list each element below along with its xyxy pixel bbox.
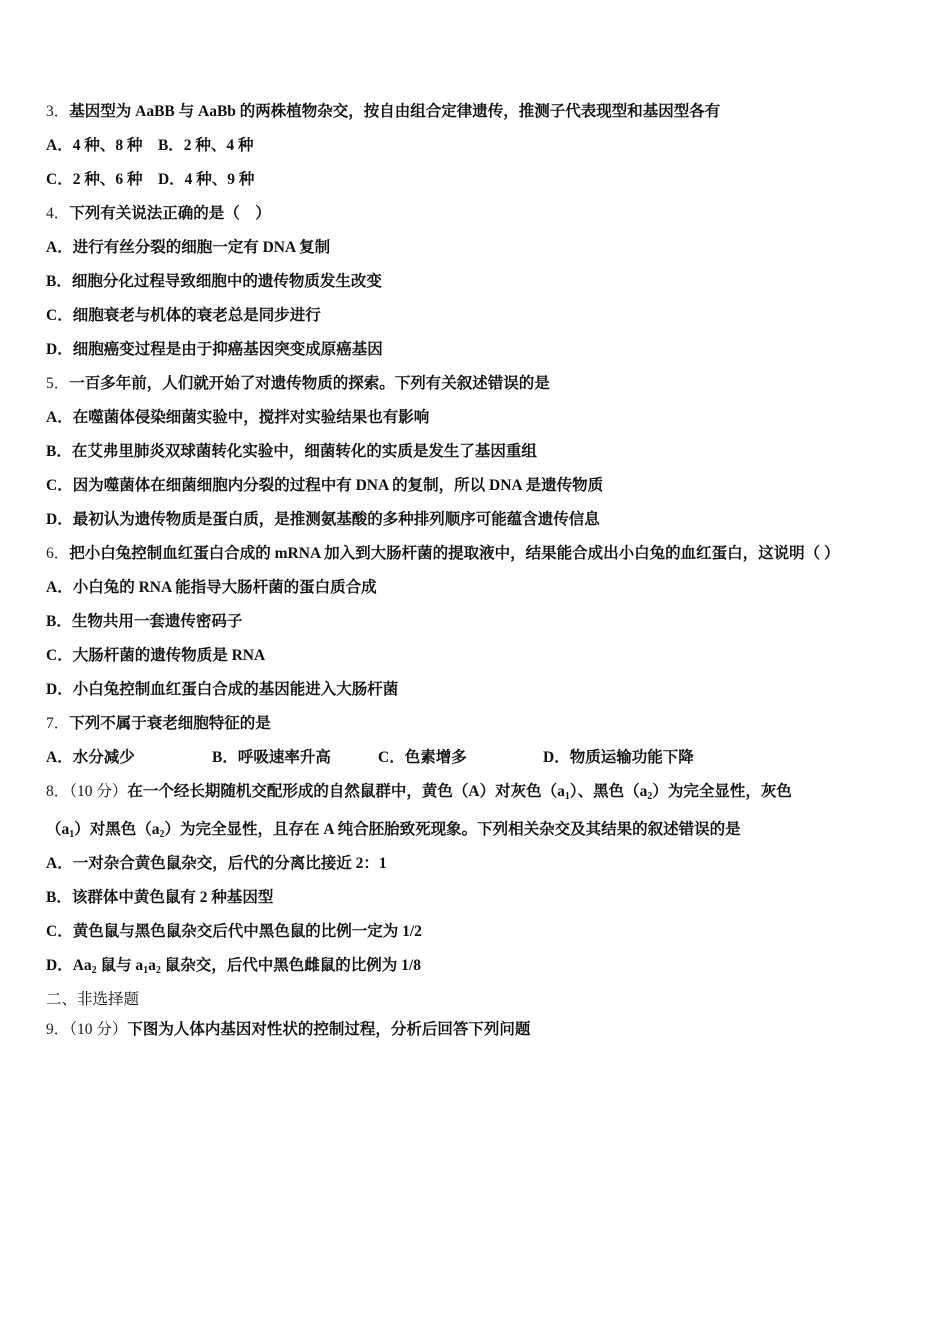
option-b: B．细胞分化过程导致细胞中的遗传物质发生改变 — [46, 273, 382, 290]
question-3-stem — [46, 98, 916, 132]
question-text: 下列有关说法正确的是（ ） — [69, 205, 271, 222]
option-a: A．一对杂合黄色鼠杂交，后代的分离比接近 2：1 — [46, 855, 387, 872]
option-b: B．2 种、4 种 — [157, 137, 254, 154]
option-c: C．2 种、6 种 — [46, 171, 143, 188]
option-b: B．生物共用一套遗传密码子 — [46, 613, 243, 630]
option-a: A．水分减少 — [46, 749, 135, 766]
option-a: A．在噬菌体侵染细菌实验中，搅拌对实验结果也有影响 — [46, 409, 430, 426]
option-a: A．小白兔的 RNA 能指导大肠杆菌的蛋白质合成 — [46, 579, 377, 596]
question-number: 5． — [46, 375, 70, 392]
option-d: D．小白兔控制血红蛋白合成的基因能进入大肠杆菌 — [46, 681, 399, 698]
question-number: 4． — [46, 205, 70, 222]
option-a: A．4 种、8 种 — [46, 137, 143, 154]
option-c: C．大肠杆菌的遗传物质是 RNA — [46, 647, 266, 664]
option-d: D．物质运输功能下降 — [543, 749, 694, 766]
option-d: D．4 种、9 种 — [157, 171, 255, 188]
question-7-stem — [46, 710, 916, 744]
option-b: B．呼吸速率升高 — [212, 749, 331, 766]
option-b: B．在艾弗里肺炎双球菌转化实验中，细菌转化的实质是发生了基因重组 — [46, 443, 537, 460]
question-number: 6． — [46, 545, 70, 562]
question-5-stem — [46, 370, 916, 404]
question-3-options-row-1 — [46, 132, 916, 166]
option-c: C．黄色鼠与黑色鼠杂交后代中黑色鼠的比例一定为 1/2 — [46, 923, 422, 940]
question-text: 一百多年前，人们就开始了对遗传物质的探索。下列有关叙述错误的是 — [69, 375, 550, 392]
question-number: 8． — [46, 783, 70, 800]
question-text: 下列不属于衰老细胞特征的是 — [69, 715, 271, 732]
section-title: 二、非选择题 — [46, 991, 140, 1008]
question-6-stem — [46, 540, 916, 574]
question-8-stem — [46, 778, 916, 816]
question-text: $(a_1)$对黑色$(a_2)$为完全显性，且存在 A 纯合胚胎致死现象。下列相关杂交及其结果的叙述错误的是 — [46, 821, 741, 840]
exam-page — [46, 98, 916, 1050]
option-c: C．因为噬菌体在细菌细胞内分裂的过程中有 DNA 的复制，所以 DNA 是遗传物质 — [46, 477, 604, 494]
option-d: D．细胞癌变过程是由于抑癌基因突变成原癌基因 — [46, 341, 383, 358]
option-b: B．该群体中黄色鼠有 2 种基因型 — [46, 889, 274, 906]
question-8-stem-continued — [46, 816, 916, 850]
question-4-stem — [46, 200, 916, 234]
option-c: C．细胞衰老与机体的衰老总是同步进行 — [46, 307, 321, 324]
option-a: A．进行有丝分裂的细胞一定有 DNA 复制 — [46, 239, 331, 256]
option-d: D．$Aa_2$ 鼠与 $a_1a_2$ 鼠杂交，后代中黑色雌鼠的比例为 1/8 — [46, 957, 421, 976]
question-text: 下图为人体内基因对性状的控制过程，分析后回答下列问题 — [127, 1021, 531, 1038]
question-3-options-row-2 — [46, 166, 916, 200]
question-text: 把小白兔控制血红蛋白合成的 mRNA 加入到大肠杆菌的提取液中，结果能合成出小白兔的血红蛋白，这说明（ ） — [69, 545, 840, 562]
question-9-stem — [46, 1016, 916, 1050]
question-number: 3． — [46, 103, 70, 120]
option-c: C．色素增多 — [378, 749, 467, 766]
question-points: （10 分） — [69, 783, 128, 800]
question-points: （10 分） — [69, 1021, 128, 1038]
question-text: 在一个经长期随机交配形成的自然鼠群中，黄色（A）对灰色$(a_1)$、黑色$(a_2)$为完全显性，灰色 — [127, 783, 792, 802]
question-text: 基因型为 AaBB 与 AaBb 的两株植物杂交，按自由组合定律遗传，推测子代表现型和基因型各有 — [69, 103, 721, 120]
question-number: 7． — [46, 715, 70, 732]
question-number: 9． — [46, 1021, 70, 1038]
option-d: D．最初认为遗传物质是蛋白质，是推测氨基酸的多种排列顺序可能蕴含遗传信息 — [46, 511, 600, 528]
question-7-options — [46, 744, 916, 778]
